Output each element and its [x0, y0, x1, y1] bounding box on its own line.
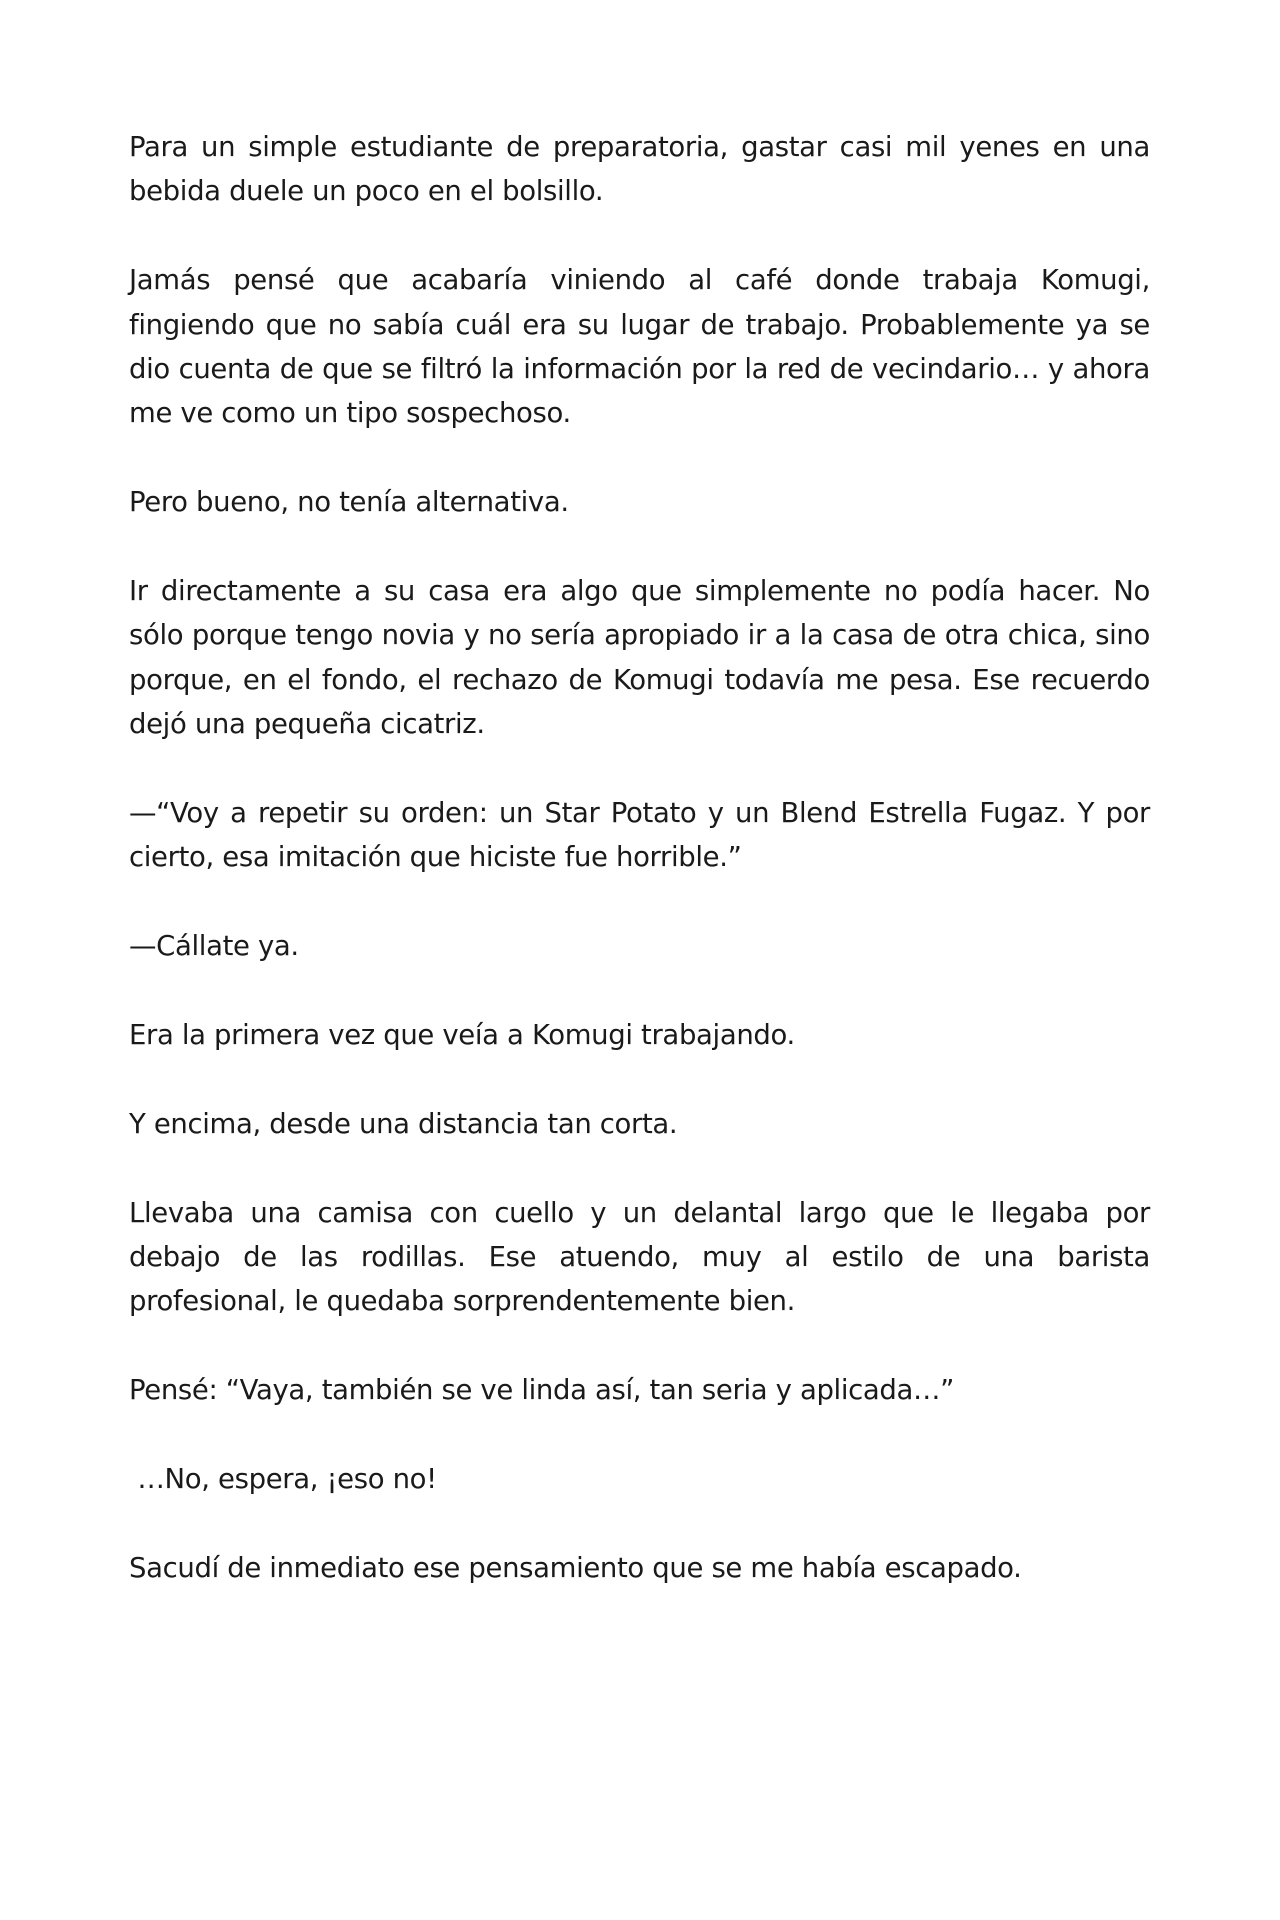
paragraph-7: Era la primera vez que veía a Komugi trabajando.	[129, 1019, 795, 1052]
paragraph-2: Jamás pensé que acabaría viniendo al café donde trabaja Komugi, fingiendo que no sabía cuál era su lugar de trabajo. Probablemente ya se dio cuenta de que se filtró la información por la red de vecindario… y ahora me ve como un tipo sospechoso.	[129, 264, 1159, 430]
thought-line: Pensé: “Vaya, también se ve linda así, tan seria y aplicada…”	[129, 1374, 955, 1407]
paragraph-8: Y encima, desde una distancia tan corta.	[129, 1107, 678, 1140]
paragraph-12: Sacudí de inmediato ese pensamiento que se me había escapado.	[129, 1551, 1022, 1584]
paragraph-4: Ir directamente a su casa era algo que simplemente no podía hacer. No sólo porque tengo novia y no sería apropiado ir a la casa de otra chica, sino porque, en el fondo, el rechazo de Komugi todavía me pesa. Ese recuerdo dejó una pequeña cicatriz.	[129, 575, 1159, 741]
dialogue-reply: —Cállate ya.	[129, 930, 299, 963]
paragraph-3: Pero bueno, no tenía alternativa.	[129, 486, 569, 519]
interjection-line: …No, espera, ¡eso no!	[129, 1463, 437, 1496]
paragraph-1: Para un simple estudiante de preparatoria, gastar casi mil yenes en una bebida duele un poco en el bolsillo.	[129, 131, 1159, 208]
dialogue-order: —“Voy a repetir su orden: un Star Potato y un Blend Estrella Fugaz. Y por cierto, esa imitación que hiciste fue horrible.”	[129, 797, 1159, 874]
document-page	[129, 125, 1159, 1590]
paragraph-9: Llevaba una camisa con cuello y un delantal largo que le llegaba por debajo de las rodillas. Ese atuendo, muy al estilo de una barista profesional, le quedaba sorprendentemente bien.	[129, 1196, 1159, 1318]
